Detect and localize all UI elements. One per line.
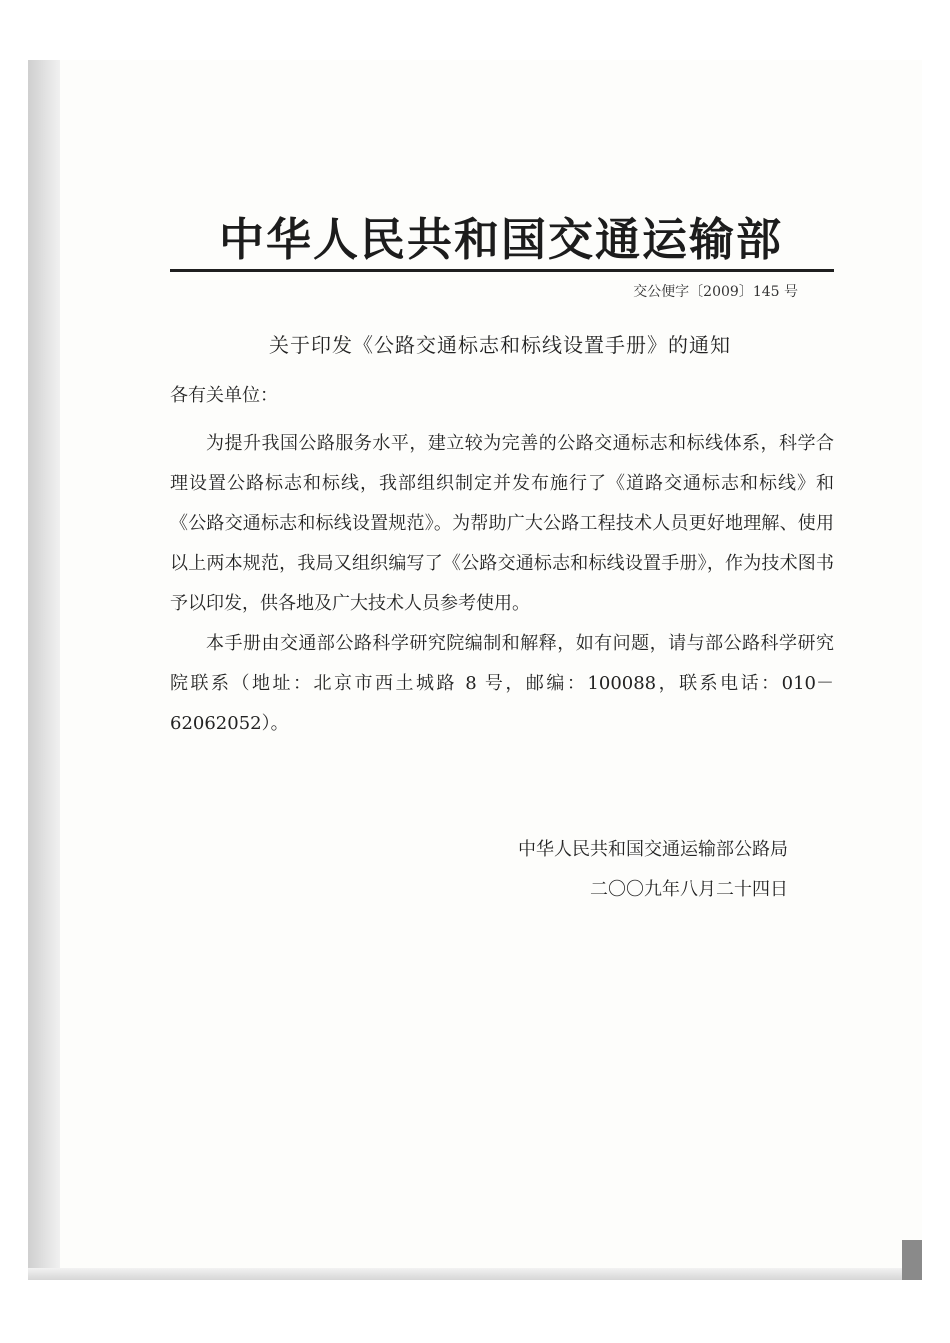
ministry-letterhead: 中华人民共和国交通运输部 <box>218 213 783 266</box>
issue-date: 二〇〇九年八月二十四日 <box>590 879 788 900</box>
scan-corner-mark <box>902 1240 922 1280</box>
salutation: 各有关单位： <box>170 385 278 406</box>
signature-block <box>470 830 788 910</box>
document-number: 交公便字〔2009〕145 号 <box>633 284 798 300</box>
issuer-name: 中华人民共和国交通运输部公路局 <box>518 839 788 860</box>
scan-shadow-bottom <box>28 1268 922 1280</box>
body-paragraph-1: 为提升我国公路服务水平，建立较为完善的公路交通标志和标线体系，科学合理设置公路标志和标线，我部组织制定并发布施行了《道路交通标志和标线》和《公路交通标志和标线设置规范》。为帮助广大公路工程技术人员更好地理解、使用以上两本规范，我局又组织编写了《公路交通标志和标线设置手册》，作为技术图书予以印发，供各地及广大技术人员参考使用。 <box>170 433 834 614</box>
body-paragraph-2: 本手册由交通部公路科学研究院编制和解释，如有问题，请与部公路科学研究院联系（地址：北京市西土城路 8 号，邮编：100088，联系电话：010－62062052）。 <box>170 633 834 734</box>
letterhead-divider <box>170 269 834 272</box>
notice-body <box>170 424 834 744</box>
notice-title: 关于印发《公路交通标志和标线设置手册》的通知 <box>269 333 731 357</box>
